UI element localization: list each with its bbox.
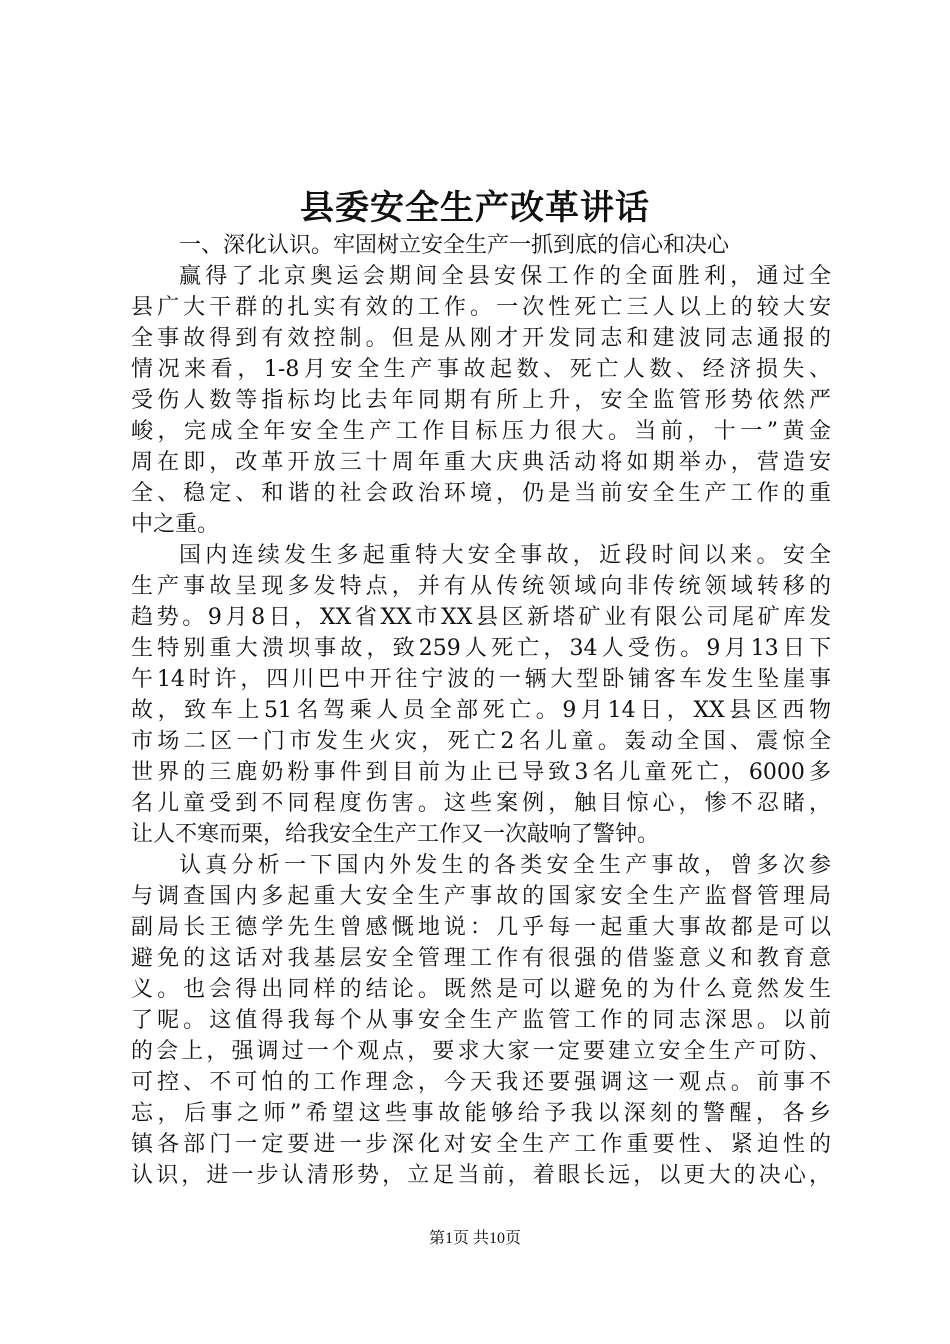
paragraph-line: 了呢。这值得我每个从事安全生产监管工作的同志深思。以前	[131, 1008, 831, 1033]
paragraph-line: 认识，进一步认清形势，立足当前，着眼长远，以更大的决心，	[131, 1163, 831, 1188]
paragraph-2	[131, 540, 831, 850]
paragraph-line: 午14时许，四川巴中开往宁波的一辆大型卧铺客车发生坠崖事	[131, 667, 831, 692]
document-title: 县委安全生产改革讲话	[300, 188, 650, 228]
paragraph-line: 县广大干群的扎实有效的工作。一次性死亡三人以上的较大安	[131, 295, 831, 320]
paragraph-line: 避免的这话对我基层安全管理工作有很强的借鉴意义和教育意	[131, 946, 831, 971]
paragraph-line: 可控、不可怕的工作理念，今天我还要强调这一观点。前事不	[131, 1070, 831, 1095]
paragraph-line: 生特别重大溃坝事故，致259人死亡，34人受伤。9月13日下	[131, 636, 831, 661]
paragraph-1	[131, 261, 831, 540]
document-body	[131, 230, 831, 1191]
section-heading: 一、深化认识。牢固树立安全生产一抓到底的信心和决心	[179, 233, 730, 258]
paragraph-line: 生产事故呈现多发特点，并有从传统领域向非传统领域转移的	[131, 574, 831, 599]
paragraph-line: 周在即，改革开放三十周年重大庆典活动将如期举办，营造安	[131, 450, 831, 475]
paragraph-line: 情况来看，1-8月安全生产事故起数、死亡人数、经济损失、	[131, 357, 831, 382]
paragraph-line: 名儿童受到不同程度伤害。这些案例，触目惊心，惨不忍睹，	[131, 791, 831, 816]
paragraph-line: 认真分析一下国内外发生的各类安全生产事故，曾多次参	[179, 853, 831, 878]
paragraph-line: 忘，后事之师”希望这些事故能够给予我以深刻的警醒，各乡	[131, 1101, 831, 1126]
paragraph-line: 赢得了北京奥运会期间全县安保工作的全面胜利，通过全	[179, 264, 831, 289]
paragraph-3	[131, 850, 831, 1191]
page-footer: 第1页 共10页	[428, 1230, 521, 1247]
paragraph-line: 国内连续发生多起重特大安全事故，近段时间以来。安全	[179, 543, 831, 568]
paragraph-line: 与调查国内多起重大安全生产事故的国家安全生产监督管理局	[131, 884, 831, 909]
paragraph-line: 义。也会得出同样的结论。既然是可以避免的为什么竟然发生	[131, 977, 831, 1002]
paragraph-line: 副局长王德学先生曾感慨地说：几乎每一起重大事故都是可以	[131, 915, 831, 940]
paragraph-line: 故，致车上51名驾乘人员全部死亡。9月14日，XX县区西物	[131, 698, 831, 723]
paragraph-line: 市场二区一门市发生火灾，死亡2名儿童。轰动全国、震惊全	[131, 729, 831, 754]
paragraph-line: 趋势。9月8日，XX省XX市XX县区新塔矿业有限公司尾矿库发	[131, 605, 831, 630]
paragraph-line: 镇各部门一定要进一步深化对安全生产工作重要性、紧迫性的	[131, 1132, 831, 1157]
paragraph-line: 的会上，强调过一个观点，要求大家一定要建立安全生产可防、	[131, 1039, 831, 1064]
paragraph-line: 峻，完成全年安全生产工作目标压力很大。当前，十一”黄金	[131, 419, 831, 444]
paragraph-line: 世界的三鹿奶粉事件到目前为止已导致3名儿童死亡，6000多	[131, 760, 831, 785]
paragraph-line: 受伤人数等指标均比去年同期有所上升，安全监管形势依然严	[131, 388, 831, 413]
paragraph-line: 全事故得到有效控制。但是从刚才开发同志和建波同志通报的	[131, 326, 831, 351]
paragraph-line: 让人不寒而栗，给我安全生产工作又一次敲响了警钟。	[131, 822, 660, 847]
paragraph-line: 中之重。	[131, 512, 220, 537]
paragraph-line: 全、稳定、和谐的社会政治环境，仍是当前安全生产工作的重	[131, 481, 831, 506]
